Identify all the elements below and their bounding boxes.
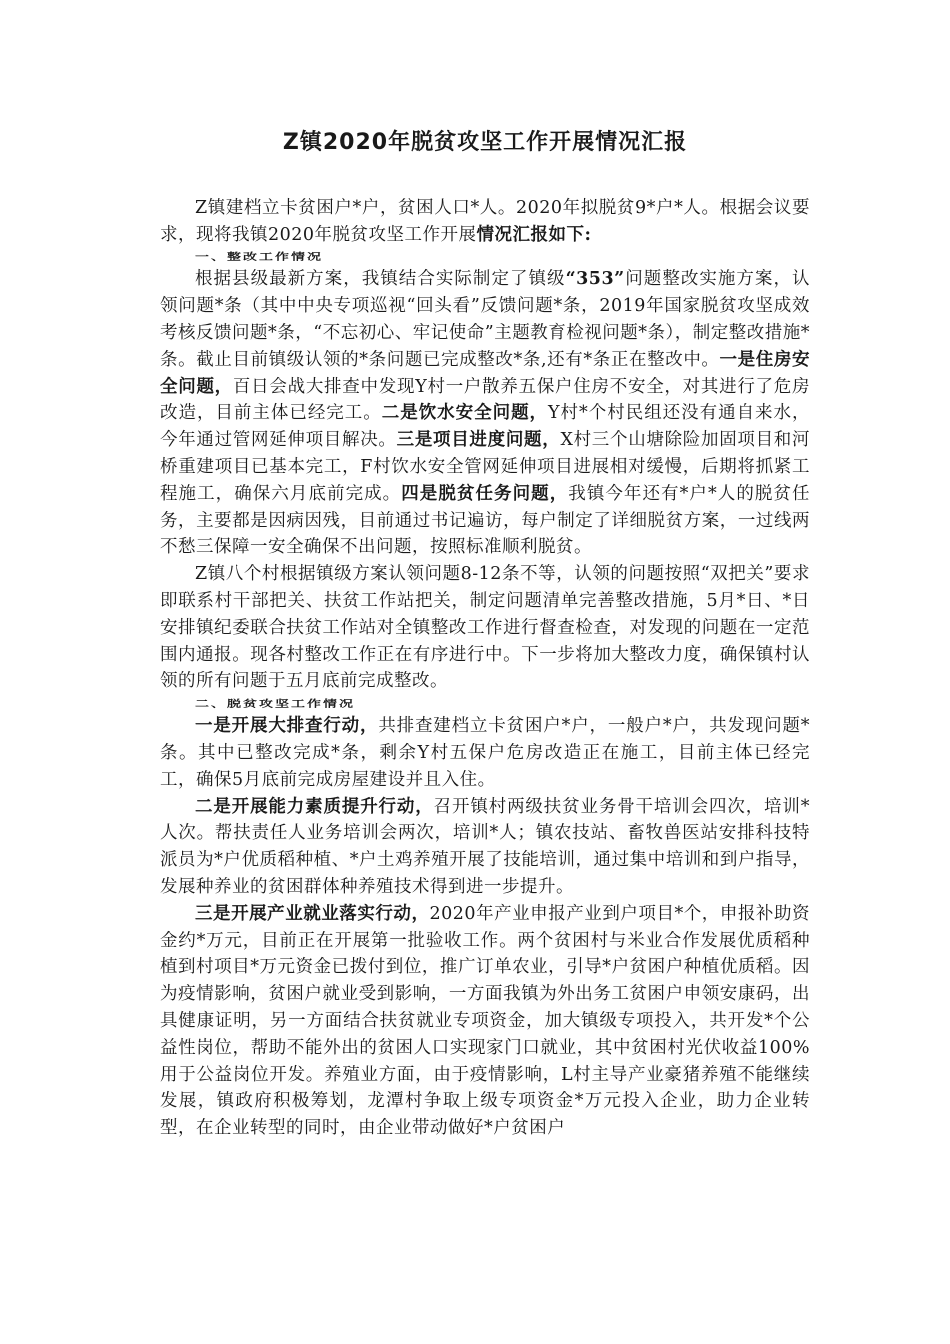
section2-paragraph-2 (160, 794, 810, 901)
section1-heading: 一、整改工作情况 (195, 251, 323, 263)
bold-run: 一是住房安全问题， (160, 349, 810, 397)
bold-run: 一是开展大排查行动， (195, 716, 379, 737)
text-run: 百日会战大排查中发现Y村一户散养五保户住房不安全，对其进行了危房改造，目前主体已经完工。 (160, 376, 811, 424)
text-run: 召开镇村两级扶贫业务骨干培训会四次，培训*人次。帮扶责任人业务培训会两次，培训*人；镇农技站、畜牧兽医站安排科技特派员为*户优质稻种植、*户土鸡养殖开展了技能培训，通过集中培训和到户指导，发展种养业的贫困群体种养殖技术得到进一步提升。 (160, 796, 811, 897)
section1-paragraph-1 (160, 266, 810, 561)
intro-text: Z镇建档立卡贫困户*户，贫困人口*人。2020年拟脱贫9*户*人。根据会议要求，现将我镇2020年脱贫攻坚工作开展 (160, 197, 810, 245)
intro-bold-text: 情况汇报如下: (476, 224, 592, 245)
bold-run: 四是脱贫任务问题， (401, 483, 569, 504)
text-run: 根据县级最新方案，我镇结合实际制定了镇级 (195, 269, 566, 290)
bold-run: 三是项目进度问题， (396, 430, 561, 451)
bold-run: “353” (565, 269, 625, 290)
intro-paragraph (160, 195, 810, 249)
section2-paragraph-3 (160, 901, 810, 1142)
section2-heading: 二、脱贫攻坚工作情况 (195, 698, 355, 710)
text-run: 共排查建档立卡贫困户*户，一般户*户，共发现问题*条。其中已整改完成*条，剩余Y村五保户危房改造正在施工，目前主体已经完工，确保5月底前完成房屋建设并且入住。 (160, 716, 811, 790)
text-run: X村三个山塘除险加固项目和河桥重建项目已基本完工，F村饮水安全管网延伸项目进展相对缓慢，后期将抓紧工程施工，确保六月底前完成。 (160, 430, 811, 504)
bold-run: 三是开展产业就业落实行动， (195, 903, 430, 924)
section1-paragraph-2: Z镇八个村根据镇级方案认领问题8-12条不等，认领的问题按照“双把关”要求即联系村干部把关、扶贫工作站把关，制定问题清单完善整改措施，5月*日、*日安排镇纪委联合扶贫工作站对全镇整改工作进行督查检查，对发现的问题在一定范围内通报。现各村整改工作正在有序进行中。下一步将加大整改力度，确保镇村认领的所有问题于五月底前完成整改。 (160, 564, 810, 692)
text-run: 问题整改实施方案，认领问题*条（其中中央专项巡视“回头看”反馈问题*条，2019年国家脱贫攻坚成效考核反馈问题*条，“不忘初心、牢记使命”主题教育检视问题*条），制定整改措施*条。截止目前镇级认领的*条问题已完成整改*条,还有*条正在整改中。 (160, 269, 811, 370)
document-page (160, 128, 810, 1142)
bold-run: 二是饮水安全问题， (381, 403, 549, 424)
document-title: Z镇2020年脱贫攻坚工作开展情况汇报 (282, 130, 688, 155)
section2-paragraph-1 (160, 713, 810, 793)
text-run: 2020年产业申报产业到户项目*个，申报补助资金约*万元，目前正在开展第一批验收工作。两个贫困村与米业合作发展优质稻种植到村项目*万元资金已拨付到位，推广订单农业，引导*户贫困户种植优质稻。因为疫情影响，贫困户就业受到影响，一方面我镇为外出务工贫困户申领安康码，出具健康证明，另一方面结合扶贫就业专项资金，加大镇级专项投入，共开发*个公益性岗位，帮助不能外出的贫困人口实现家门口就业，其中贫困村光伏收益100%用于公益岗位开发。养殖业方面，由于疫情影响，L村主导产业豪猪养殖不能继续发展，镇政府积极筹划，龙潭村争取上级专项资金*万元投入企业，助力企业转型，在企业转型的同时，由企业带动做好*户贫困户 (160, 903, 810, 1139)
bold-run: 二是开展能力素质提升行动， (195, 796, 434, 817)
text-run: Y村*个村民组还没有通自来水，今年通过管网延伸项目解决。 (160, 403, 811, 451)
text-run: 我镇今年还有*户*人的脱贫任务，主要都是因病因残，目前通过书记遍访，每户制定了详细脱贫方案，一过线两不愁三保障一安全确保不出问题，按照标准顺利脱贫。 (160, 483, 811, 558)
